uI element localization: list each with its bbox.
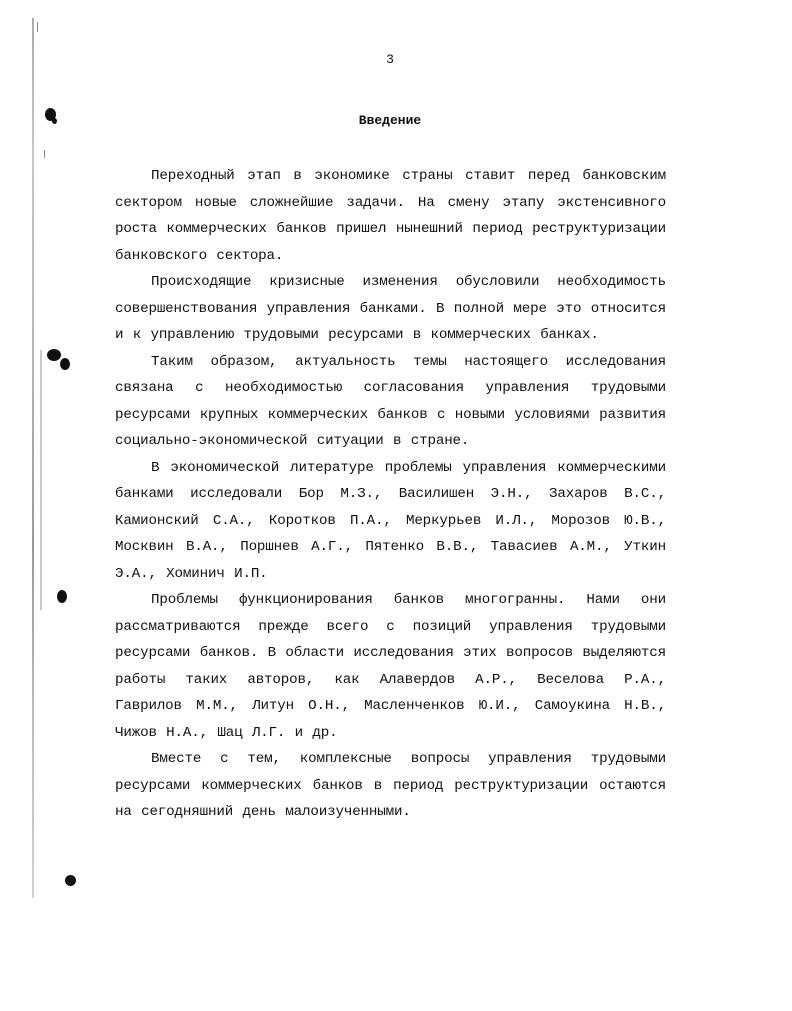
scan-margin-line bbox=[32, 18, 34, 898]
body-text bbox=[115, 163, 666, 826]
scan-blot bbox=[57, 590, 67, 603]
paragraph: В экономической литературе проблемы управления коммерческими банками исследовали Бор М.З., Василишен Э.Н., Захаров В.С., Камионский С.А., Коротков П.А., Меркурьев И.Л., Морозов Ю.В., Москвин В.А., Поршнев А.Г., Пятенко В.В., Тавасиев А.М., Уткин Э.А., Хоминич И.П. bbox=[115, 459, 666, 582]
paragraph: Таким образом, актуальность темы настоящего исследования связана с необходимостью согласования управления трудовыми ресурсами крупных коммерческих банков с новыми условиями развития социально-экономической ситуации в стране. bbox=[115, 353, 666, 449]
scan-speck bbox=[44, 150, 45, 158]
scan-blot bbox=[47, 349, 61, 361]
paragraph: Происходящие кризисные изменения обусловили необходимость совершенствования управления банками. В полной мере это относится и к управлению трудовыми ресурсами в коммерческих банках. bbox=[115, 274, 666, 343]
scan-blot bbox=[65, 875, 76, 886]
section-title: Введение bbox=[358, 113, 422, 128]
paragraph: Переходный этап в экономике страны ставит перед банковским сектором новые сложнейшие задачи. На смену этапу экстенсивного роста коммерческих банков пришел нынешний период реструктуризации банковского сектора. bbox=[115, 168, 666, 264]
scan-speck bbox=[37, 22, 38, 32]
paragraph: Проблемы функционирования банков многогранны. Нами они рассматриваются прежде всего с позиций управления трудовыми ресурсами банков. В области исследования этих вопросов выделяются работы таких авторов, как Алавердов А.Р., Веселова Р.А., Гаврилов М.М., Литун О.Н., Масленченков Ю.И., Самоукина Н.В., Чижов Н.А., Шац Л.Г. и др. bbox=[115, 592, 666, 741]
scan-margin-line bbox=[40, 350, 42, 610]
page-number: 3 bbox=[386, 52, 394, 67]
paragraph: Вместе с тем, комплексные вопросы управления трудовыми ресурсами коммерческих банков в период реструктуризации остаются на сегодняшний день малоизученными. bbox=[115, 751, 666, 820]
scan-blot bbox=[60, 358, 70, 370]
